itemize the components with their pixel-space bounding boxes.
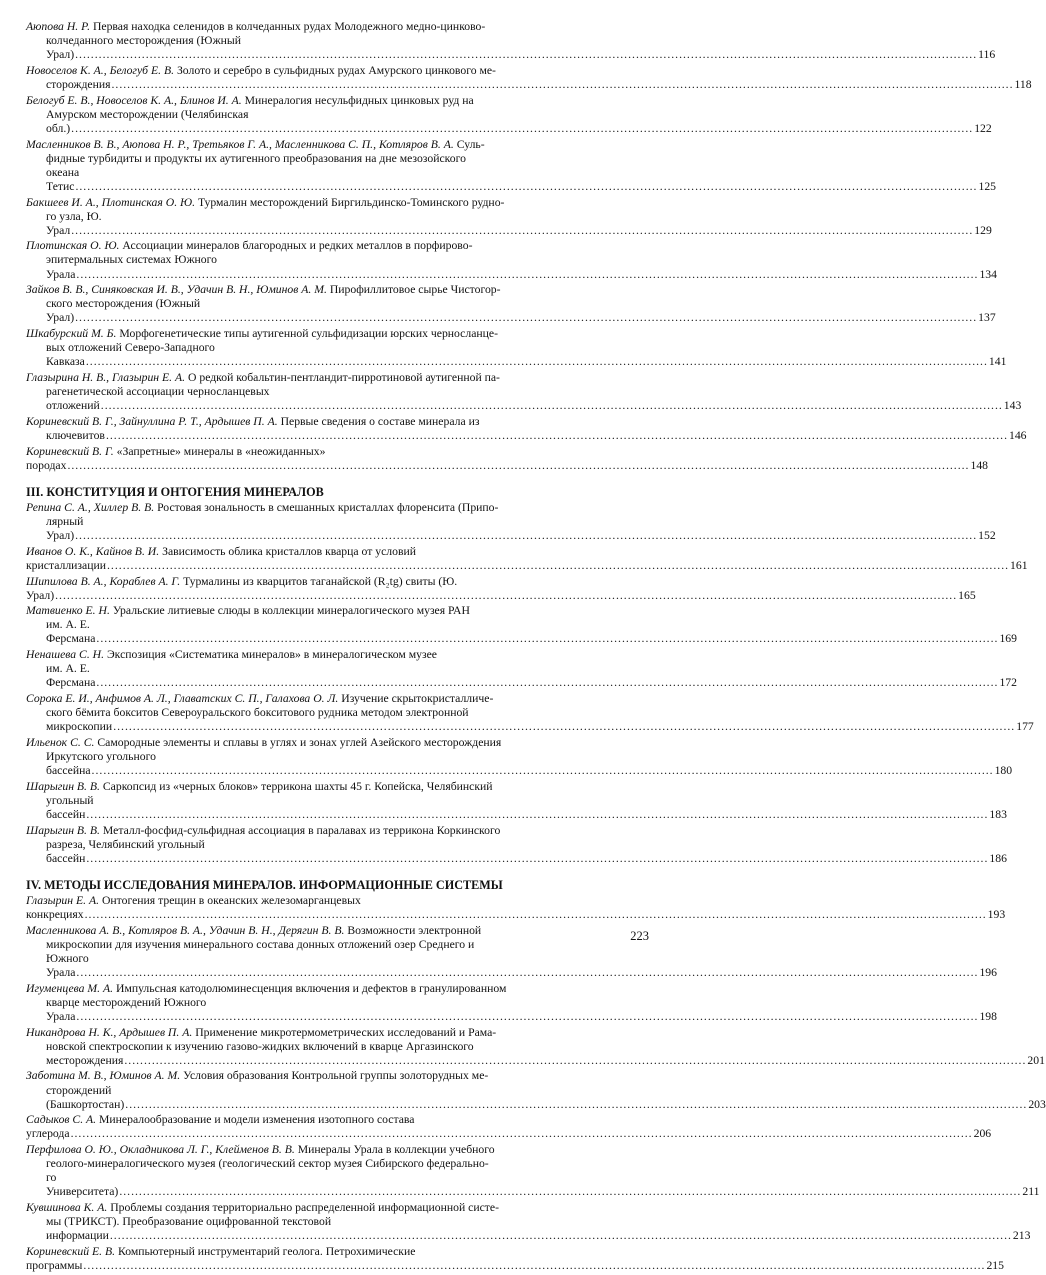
entry-page-number: 196 [979,966,997,979]
entry-continuation-line [26,152,652,166]
toc-entry[interactable] [26,574,976,603]
entry-title-line: им. А. Е. Ферсмана [46,618,96,646]
entry-page-number: 137 [978,311,996,325]
entry-authors: Сорока Е. И., Анфимов А. Л., Главатских С. П., Галахова О. Л. [26,692,339,706]
entry-text [46,618,95,645]
entry-title-line: Иркутского угольного бассейна [46,750,156,778]
entry-page-number: 143 [1003,399,1022,413]
dot-leader [75,529,977,542]
entry-title-line: им. А. Е. Ферсмана [46,662,96,690]
entry-authors: Репина С. А., Хиллер В. В. [26,500,155,514]
entry-title-line: Применение микротермометрических исследований и Рама- [195,1025,497,1039]
dot-leader [119,1185,1021,1198]
entry-continuation-line [26,1215,1031,1243]
toc-entry[interactable] [26,544,1028,573]
entry-continuation-line [26,1171,1040,1199]
entry-first-line [26,501,652,515]
entry-authors: Шкабурский М. Б. [26,327,117,341]
entry-title-line: Минералогия несульфидных цинковых руд на [244,93,474,107]
entry-first-line [26,736,652,750]
entry-authors: Ненашева С. Н. [26,648,105,662]
entry-text [46,78,110,91]
entry-page-number: 129 [974,223,992,237]
entry-title-line: Южного Урала [46,951,89,979]
entry-first-line [26,574,976,603]
entry-title-line: Компьютерный инструментарий геолога. Петрохимические программы [26,1244,416,1273]
entry-title-line: фидные турбидиты и продукты их аутигенного преобразования на дне мезозойского [46,151,466,165]
toc-entry[interactable] [26,1025,1045,1068]
entry-continuation-line [26,1083,1046,1112]
entry-page-number: 152 [978,529,996,543]
dot-leader [76,1010,978,1023]
toc-entry[interactable] [26,327,1007,369]
entry-page-number: 146 [1008,428,1027,442]
entry-first-line [26,283,652,297]
dot-leader [76,966,978,979]
entry-first-line [26,444,988,473]
toc-entry[interactable] [26,63,1032,92]
entry-title-line: Уральские литиевые слюды в коллекции минералогического музея РАН [112,604,470,618]
entry-first-line [26,415,652,429]
entry-continuation-line [26,107,992,136]
entry-title-line: угольный бассейн [46,793,94,821]
entry-title-line: Экспозиция «Систематика минералов» в минералогическом музее [106,648,437,662]
entry-title-line: Металл-фосфид-сульфидная ассоциация в паралавах из терриконa Коркинского [102,823,501,837]
entry-first-line [26,604,652,618]
entry-continuation-line [26,951,997,980]
entry-page-number: 122 [974,121,992,135]
entry-page-number: 148 [970,458,988,472]
entry-continuation-line [26,938,652,952]
entry-page-number: 118 [1014,77,1032,91]
dot-leader [113,720,1015,733]
entry-page-number: 134 [979,267,997,281]
entry-title-line: микроскопии [46,720,113,734]
toc-entry[interactable] [26,648,1017,690]
dot-leader [86,355,988,368]
entry-authors: Кориневский Е. В. [26,1244,116,1258]
entry-continuation-line [26,1157,652,1171]
toc-entry[interactable] [26,444,988,473]
entry-title-line: Суль- [456,137,485,151]
toc-entry[interactable] [26,923,997,980]
entry-authors: Кориневский В. Г., Зайнуллина Р. Т., Ардышев П. А. [26,414,278,428]
entry-page-number: 193 [987,908,1006,922]
section-heading: III. КОНСТИТУЦИЯ И ОНТОГЕНИЯ МИНЕРАЛОВ [26,484,324,499]
dot-leader [71,224,973,237]
toc-entry[interactable] [26,1244,1004,1273]
entry-page-number: 141 [988,355,1007,369]
entry-page-number: 161 [1010,558,1028,572]
dot-leader [75,48,977,61]
entry-title-line: рагенетической ассоциации черносланцевых отложений [46,385,270,413]
entry-page-number: 211 [1022,1185,1040,1199]
entry-continuation-line [26,720,1034,734]
toc-entry[interactable] [26,93,992,136]
entry-page-number: 213 [1012,1229,1031,1243]
dot-leader [125,1098,1027,1111]
toc-entry[interactable] [26,981,997,1024]
entry-first-line [26,1201,652,1215]
toc-entry[interactable] [26,371,1022,413]
entry-authors: Кориневский В. Г. [26,444,114,458]
entry-title-line: Ростовая зональность в смешанных кристаллах флоренсита (Припо- [157,500,499,514]
entry-page-number: 116 [978,48,996,62]
toc-entry[interactable] [26,283,996,325]
entry-authors: Шарыгин В. В. [26,823,100,837]
entry-authors: Перфилова О. Ю., Окладникова Л. Г., Клейменов В. В. [26,1143,295,1157]
entry-title-line: кварце месторождений Южного Урала [46,995,207,1023]
entry-title-line: Проблемы создания территориально распределенной информационной систе- [110,1201,499,1215]
toc-entry[interactable] [26,604,1017,646]
entry-first-line [26,371,652,385]
entry-title-line: Турмалин месторождений Биргильдинско-Томинского рудно- [197,195,505,209]
entry-title-line: Амурском месторождении (Челябинская обл.) [46,107,249,135]
entry-first-line [26,138,652,152]
entry-title-line: ского месторождения (Южный Урал) [46,297,201,325]
entry-text [46,1054,123,1067]
entry-continuation-line [26,662,1017,690]
entry-title-line: Ассоциации минералов благородных и редких металлов в порфирово- [122,239,473,253]
entry-page-number: 169 [999,632,1017,646]
dot-leader [83,1259,985,1272]
entry-page-number: 203 [1028,1097,1046,1111]
entry-continuation-line [26,428,1027,443]
dot-leader [71,1127,973,1140]
entry-first-line [26,1069,652,1083]
toc-entry[interactable] [26,1201,1031,1243]
entry-title-line: месторождения [46,1053,124,1067]
entry-authors: Садыков С. А. [26,1113,97,1127]
entry-authors: Ильенок С. С. [26,735,95,749]
entry-title-line: О редкой кобальтин-пентландит-пирротиновой аутигенной па- [187,371,500,384]
dot-leader [106,429,1008,442]
entry-authors: Глазырин Е. А. [26,893,100,907]
entry-continuation-line [26,209,992,238]
entry-title-line: колчеданного месторождения (Южный Урал) [46,34,242,62]
entry-title-line: новской спектроскопии к изучению газово-жидких включений в кварце Аргазинского [46,1039,474,1053]
section-heading: IV. МЕТОДЫ ИССЛЕДОВАНИЯ МИНЕРАЛОВ. ИНФОРМАЦИОННЫЕ СИСТЕМЫ [26,877,503,892]
dot-leader [92,764,994,777]
entry-authors: Бакшеев И. А., Плотинская О. Ю. [26,195,196,209]
entry-title-line: «Запретные» минералы в «неожиданных» породах [26,444,326,472]
dot-leader [101,399,1003,412]
entry-authors: Белогуб Е. В., Новоселов К. А., Блинов И. А. [26,93,242,107]
entry-title-line: микроскопии для изучения минерального состава донных отложений озер Среднего и [46,937,475,951]
entry-first-line [26,982,652,996]
entry-title-line: Онтогения трещин в океанских железомарганцевых конкрециях [26,893,361,922]
entry-first-line [26,1113,992,1141]
entry-title-line: Пирофиллитовое сырье Чистогор- [329,283,501,297]
entry-authors: Шипилова В. А., Кораблев А. Г. [26,574,181,588]
entry-continuation-line [26,995,997,1024]
toc-entry[interactable] [26,1143,1040,1199]
entry-title-line: вых отложений Северо-Западного Кавказа [46,341,215,369]
entry-continuation-line [26,750,1013,778]
entry-title-line: геолого-минералогического музея (геологический сектор музея Сибирского федерально- [46,1157,489,1171]
entry-title-line: ключевитов [46,428,105,442]
entry-first-line [26,893,1006,922]
entry-title-line: Саркопсид из «черных блоков» терриконa шахты 45 г. Копейска, Челябинский [102,779,493,793]
entry-first-line [26,544,1028,573]
entry-continuation-line [26,165,996,194]
table-of-contents [26,20,1046,1275]
dot-leader [67,459,969,472]
entry-continuation-line [26,1053,1045,1068]
entry-title-line: ского бёмита бокситов Североуральского бокситового рудника методом электронной [46,706,469,720]
entry-first-line [26,196,652,210]
toc-entry[interactable] [26,1113,992,1141]
entry-authors: Плотинская О. Ю. [26,239,120,253]
dot-leader [71,122,973,135]
entry-text [46,1171,118,1198]
dot-leader [86,852,988,865]
dot-leader [96,676,998,689]
entry-continuation-line [26,514,996,543]
entry-title-line: океана Тетис [46,165,80,193]
entry-authors: Кувшинова К. А. [26,1201,108,1215]
entry-first-line [26,20,652,34]
entry-authors: Заботина М. В., Юминов А. М. [26,1069,181,1083]
toc-entry[interactable] [26,137,996,194]
dot-leader [75,180,977,193]
entry-authors: Аюпова Н. Р. [26,20,91,33]
entry-first-line [26,94,652,108]
entry-authors: Матвиенко Е. Н. [26,604,110,618]
entry-authors: Шарыгин В. В. [26,779,100,793]
dot-leader [55,589,957,602]
entry-first-line [26,1143,652,1157]
entry-first-line [26,1244,1004,1273]
entry-first-line [26,824,652,838]
entry-authors: Масленникова А. В., Котляров В. А., Удачин В. Н., Дерягин В. В. [26,923,345,937]
entry-continuation-line [26,341,1007,369]
entry-page-number: 172 [999,676,1017,690]
entry-authors: Зайков В. В., Синяковская И. В., Удачин В. Н., Юминов А. М. [26,283,327,297]
entry-authors: Масленников В. В., Аюпова Н. Р., Третьяков Г. А., Масленникова С. П., Котляров В. А. [26,137,454,151]
entry-title-line: эпитермальных системах Южного Урала [46,253,217,281]
entry-title-line: Первая находка селенидов в колчеданных рудах Молодежного медно-цинково- [92,20,486,33]
dot-leader [107,559,1009,572]
entry-continuation-line [26,34,996,62]
entry-authors: Глазырина Н. В., Глазырин Е. А. [26,371,186,384]
entry-title-line: Зависимость облика кристаллов кварца от условий кристаллизации [26,544,416,572]
entry-authors: Никандрова Н. К., Ардышев П. А. [26,1025,193,1039]
dot-leader [75,311,977,324]
entry-continuation-line [26,1040,652,1054]
dot-leader [96,632,998,645]
entry-authors: Игуменцева М. А. [26,981,114,995]
entry-title-line: мы (ТРИКСТ). Преобразование оцифрованной текстовой информации [46,1215,332,1243]
entry-page-number: 201 [1027,1053,1045,1067]
entry-continuation-line [26,793,1007,822]
dot-leader [110,1229,1012,1242]
entry-page-number: 125 [978,179,996,193]
entry-title-line: Минералообразование и модели изменения изотопного состава углерода [26,1113,415,1141]
toc-entry[interactable] [26,20,996,62]
entry-page-number: 198 [979,1009,997,1023]
entry-title-line: Золото и серебро в сульфидных рудах Амурского цинкового ме- [176,63,496,77]
entry-first-line [26,64,652,78]
entry-page-number: 206 [973,1127,992,1141]
entry-title-line: Минералы Урала в коллекции учебного [297,1143,495,1157]
entry-text [46,720,112,733]
entry-first-line [26,1026,652,1040]
entry-text [46,1084,124,1111]
toc-entry[interactable] [26,195,992,238]
toc-entry[interactable] [26,414,1027,443]
entry-title-line: го Университета) [46,1171,119,1199]
entry-page-number: 180 [994,764,1013,778]
entry-authors: Новоселов К. А., Белогуб Е. В. [26,63,175,77]
entry-page-number: 165 [958,588,976,602]
entry-first-line [26,648,652,662]
entry-continuation-line [26,385,1022,413]
entry-page-number: 177 [1016,720,1034,734]
entry-text [46,429,105,442]
entry-continuation-line [26,837,1007,866]
entry-text [46,662,95,689]
toc-entry[interactable] [26,692,1034,734]
entry-title-line: Турмалины из кварцитов таганайской (R₂tg) свиты (Ю. Урал) [26,574,458,602]
toc-entry[interactable] [26,779,1007,822]
entry-title-line: Возможности электронной [347,923,482,937]
entry-continuation-line [26,706,652,720]
entry-authors: Иванов О. К., Кайнов В. И. [26,544,160,558]
entry-page-number: 215 [986,1259,1004,1273]
entry-first-line [26,239,652,253]
entry-first-line [26,924,652,938]
toc-entry[interactable] [26,1069,1046,1111]
dot-leader [86,808,988,821]
entry-title-line: го узла, Ю. Урал [46,209,102,237]
page-number: 223 [630,929,649,943]
entry-continuation-line [26,253,997,281]
entry-title-line: Самородные элементы и сплавы в углях и зонах углей Азейского месторождения [97,735,502,749]
toc-entry[interactable] [26,893,1006,922]
entry-page-number: 186 [989,851,1007,865]
entry-first-line [26,780,652,794]
toc-entry[interactable] [26,823,1007,866]
entry-title-line: Первые сведения о составе минерала из [280,414,480,428]
entry-first-line [26,327,652,341]
toc-entry[interactable] [26,239,997,281]
dot-leader [76,268,978,281]
toc-entry[interactable] [26,500,996,543]
entry-first-line [26,692,652,706]
entry-title-line: сторождения [46,77,111,91]
entry-title-line: Изучение скрытокристалличе- [341,692,494,706]
entry-title-line: разреза, Челябинский угольный бассейн [46,837,205,865]
entry-title-line: лярный Урал) [46,514,84,543]
entry-title-line: сторождений (Башкортостан) [46,1083,125,1111]
entry-continuation-line [26,77,1032,92]
entry-title-line: Импульсная катодолюминесценция включения и дефектов в гранулированном [116,981,507,995]
dot-leader [85,908,987,921]
entry-title-line: Морфогенетические типы аутигенной сульфидизации юрских черносланце- [119,327,498,341]
entry-continuation-line [26,297,996,325]
entry-page-number: 183 [989,807,1007,821]
dot-leader [111,78,1013,91]
toc-entry[interactable] [26,735,1013,778]
entry-continuation-line [26,618,1017,646]
entry-title-line: Условия образования Контрольной группы золоторудных ме- [183,1069,489,1083]
dot-leader [124,1054,1026,1067]
